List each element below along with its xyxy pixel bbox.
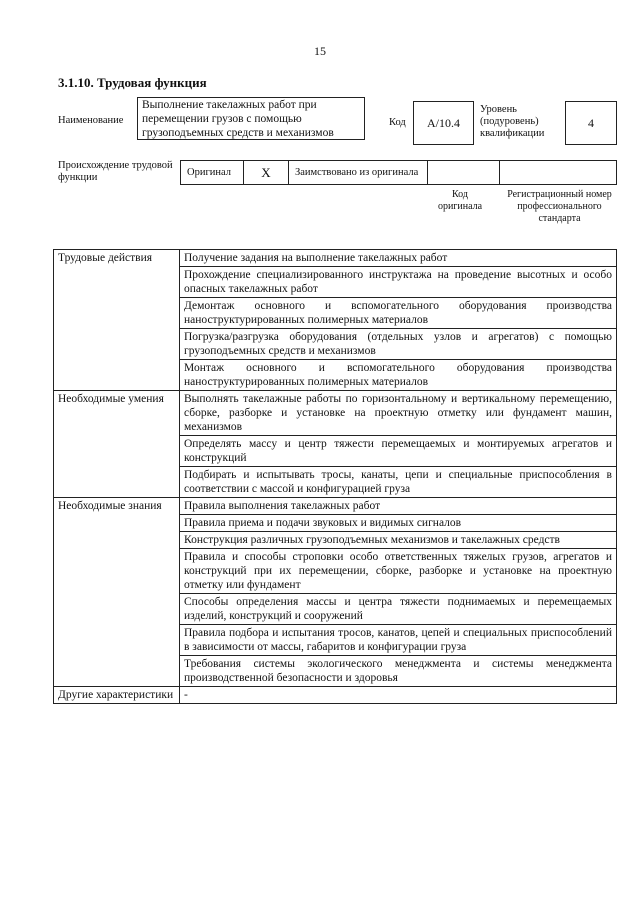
table-row	[54, 687, 617, 704]
row-category: Другие характеристики	[54, 687, 180, 704]
row-item: Подбирать и испытывать тросы, канаты, цепи и специальные приспособления в соответствии с массой и конфигурацией груза	[180, 467, 617, 498]
row-item: Монтаж основного и вспомогательного оборудования производства наноструктурированных полимерных материалов	[180, 360, 617, 391]
name-value-box: Выполнение такелажных работ при перемещении грузов с помощью грузоподъемных средств и механизмов	[137, 97, 365, 140]
competency-table	[53, 249, 617, 704]
row-category: Необходимые умения	[54, 391, 180, 498]
origin-label: Происхождение трудовой функции	[58, 160, 173, 183]
row-item: Правила и способы строповки особо ответственных тяжелых грузов, агрегатов и конструкций при их перемещении, сборке, разборке и установке на проектную отметку или фундамент	[180, 549, 617, 594]
table-row	[54, 250, 617, 267]
row-item: Получение задания на выполнение такелажных работ	[180, 250, 617, 267]
original-label: Оригинал	[181, 161, 244, 184]
row-item: Демонтаж основного и вспомогательного оборудования производства наноструктурированных полимерных материалов	[180, 298, 617, 329]
level-label: Уровень (подуровень) квалификации	[480, 104, 545, 139]
row-category: Трудовые действия	[54, 250, 180, 391]
row-item: Прохождение специализированного инструктажа на проведение высотных и особо опасных такелажных работ	[180, 267, 617, 298]
table-row	[54, 498, 617, 515]
row-item: -	[180, 687, 617, 704]
row-item: Конструкция различных грузоподъемных механизмов и такелажных средств	[180, 532, 617, 549]
row-item: Требования системы экологического менеджмента и системы менеджмента производственной безопасности и здоровья	[180, 656, 617, 687]
row-category: Необходимые знания	[54, 498, 180, 687]
row-item: Погрузка/разгрузка оборудования (отдельных узлов и агрегатов) с помощью грузоподъемных средств и механизмов	[180, 329, 617, 360]
page-number: 15	[314, 44, 326, 58]
row-item: Правила приема и подачи звуковых и видимых сигналов	[180, 515, 617, 532]
borrowed-label: Заимствовано из оригинала	[289, 161, 428, 184]
original-mark: X	[244, 161, 289, 184]
code-value-box: А/10.4	[413, 101, 474, 145]
section-title: 3.1.10. Трудовая функция	[58, 75, 207, 90]
level-value-box: 4	[565, 101, 617, 145]
row-item: Правила подбора и испытания тросов, канатов, цепей и специальных приспособлений в зависимости от массы, габаритов и конфигурации груза	[180, 625, 617, 656]
row-item: Выполнять такелажные работы по горизонтальному и вертикальному перемещению, сборке, разборке и установке на проектную отметку или фундамент машин, механизмов	[180, 391, 617, 436]
caption-original-code: Код оригинала	[437, 189, 483, 212]
caption-registration-number: Регистрационный номер профессионального стандарта	[507, 189, 612, 224]
table-row	[54, 391, 617, 436]
row-item: Определять массу и центр тяжести перемещаемых и монтируемых агрегатов и конструкций	[180, 436, 617, 467]
row-item: Правила выполнения такелажных работ	[180, 498, 617, 515]
name-label: Наименование	[58, 115, 124, 126]
origin-box	[180, 160, 617, 185]
original-code-cell	[428, 161, 500, 184]
row-item: Способы определения массы и центра тяжести поднимаемых и перемещаемых изделий, конструкций и сооружений	[180, 594, 617, 625]
registration-number-cell	[500, 161, 616, 184]
code-label: Код	[389, 117, 406, 128]
